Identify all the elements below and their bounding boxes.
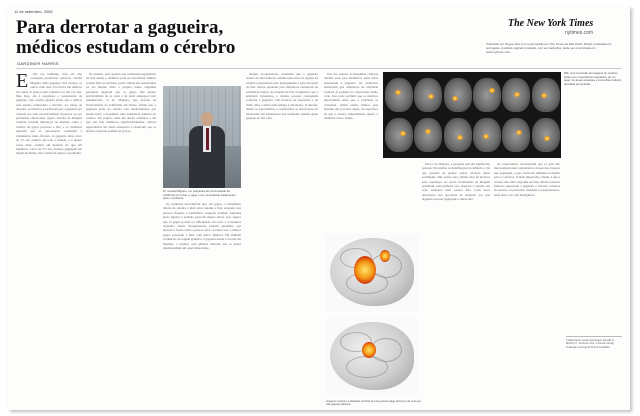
body-column-3 <box>163 202 241 402</box>
brain-scan-slice <box>532 78 560 112</box>
brain-activation <box>354 256 376 284</box>
body-column-2 <box>86 72 156 402</box>
body-column-6 <box>422 162 490 402</box>
brain-scan-strip <box>383 72 561 158</box>
brain-scan-hotspot <box>400 131 406 136</box>
brain-activation <box>362 342 376 358</box>
brain-scan-hotspot <box>541 93 547 98</box>
brain-scan-hotspot <box>457 135 463 140</box>
column-text: Alguns pesquisadores acreditam que a gagueira resulta de uma falha de comunicação entre as regiões do cérebro responsáveis pelo planejamento e pela execução da fala. Outros apontam para diferenças estruturais na substância branca. As terapias de fala continuam a ser o principal tratamento, e muitas pessoas conseguem controlar a gagueira com técnicas de respiração e de ritmo. Mas o alívio nem sempre é duradouro. O desafio, dizem os especialistas, é transformar as descobertas do laboratório em tratamentos que realmente ajudem quem gagueja no dia a dia. <box>246 72 318 121</box>
brain-image-bottom <box>326 318 418 396</box>
column-text: Um dos estudos acompanhou crianças durante anos para identificar quais delas superariam a gagueira. Os resultados mostraram que diferenças na atividade cerebral já podiam ser observadas muito cedo. Isso pode permitir que os médicos intervenham antes que o problema se consolide. Ainda assim, muitos pais hesitam em procurar ajuda, na esperança de que a criança simplesmente supere o distúrbio com o tempo. <box>324 72 378 121</box>
column-text: Os cientistas descobriram que, em gagos, o hemisfério direito do cérebro é mais ativo durante a fala, enquanto nas pessoas fluentes o hemisfério esquerdo domina. Algumas áreas ligadas à audição parecem menos ativas. Isso sugere que os gagos podem ter dificuldade em ouvir a si mesmos enquanto falam. Pesquisadores usaram aparelhos que alteram a forma como a pessoa ouve a própria voz, e muitos gagos passaram a falar com maior fluência. Há também evidências de origem genética: a gagueira tende a ocorrer em famílias, e estudos com gêmeos indicam que os genes desempenham um papel importante. <box>163 202 241 251</box>
column-text: No entanto, para aqueles que continuam gaguejando na vida adulta, o distúrbio pode ser devastador. Muitos evitam falar ao telefone, pedir comida em restaurantes ou até mesmo dizer o próprio nome. Algumas pesquisas sugerem que os gagos têm menos probabilidade de se casar e de obter empregos bem remunerados. O dr. Maguire, que leciona na Universidade da Califórnia em Irvine, afirma que a gagueira pode ser tratada com medicamentos que atuam sobre a dopamina, uma substância química do cérebro. Ele próprio toma um desses remédios e diz que sua fala melhorou significativamente. Outros especialistas são mais cautelosos e observam que os efeitos colaterais podem ser graves. <box>86 72 156 134</box>
brain-strip-caption: RM: uma sucessão de imagens do cérebro, feitas com ressonância magnética, de um gago. As áreas amarelas e vermelhas indicam atividade aumentada. <box>564 71 622 86</box>
column-text: Para o dr. Maguire, a pesquisa tem um significado pessoal. Ele lembra as humilhações da infância e diz que gostaria de poupar outras crianças desse sofrimento. Não existe cura, afirma, mas há motivos para esperança. As novas ferramentas de imagem permitem, pela primeira vez, observar o cérebro em ação enquanto uma pessoa fala. Cada nova descoberta nos aproxima de entender por que algumas pessoas gaguejam e outras não. <box>422 162 490 202</box>
footnote: Colaboraram nesta reportagem Donald G. McNeil Jr., de Nova York, e Denise Grady. Tradução: George El Khouri Andolfato. <box>566 336 622 349</box>
drop-cap: E <box>16 72 29 92</box>
dateline: 11 de setembro, 2006 <box>14 9 53 14</box>
brain-scan-slice <box>502 78 530 112</box>
brain-activation <box>380 250 390 262</box>
body-column-5 <box>324 72 378 222</box>
nyt-url: nytimes.com <box>565 30 594 36</box>
brain-scan-slice <box>473 118 501 152</box>
newspaper-page <box>8 6 630 410</box>
byline: GARDINER HARRIS <box>17 61 59 66</box>
body-column-4 <box>246 72 318 402</box>
column-text: Os especialistas recomendam que os pais não interrompam nem completem as frases das crianças que gaguejam, e que criem um ambiente tranquilo para a conversa. O mais importante, dizem, é que a criança não sinta vergonha de falar. Muitas pessoas famosas superaram a gagueira e tiveram carreiras de sucesso. O problema, insistem os pesquisadores, nada tem a ver com inteligência. <box>494 162 560 197</box>
brain-scan-hotspot <box>425 129 431 134</box>
photo-caption: Dr. Gerald Maguire, um psiquiatra da Universidade da Califórnia em Irvine, é gago e tem pesquisado tratamentos para o problema. <box>163 189 236 200</box>
syndication-notice: Traduzido em língua obra com a permissão por The Times de São Paulo, Brasil, publicada em português. A edição original completa, com as traduções, pode ser encontrada em www.nytimes.com. <box>486 42 612 54</box>
brain-scan-hotspot <box>483 134 489 139</box>
brain-scan-slice <box>414 78 442 112</box>
brain-scan-slice <box>444 78 472 112</box>
brain-image-top <box>326 234 418 312</box>
brain-scan-slice <box>532 118 560 152</box>
headline-line-2: médicos estudam o cérebro <box>16 37 236 58</box>
brain-scan-hotspot <box>514 92 520 97</box>
brain-scan-slice <box>385 78 413 112</box>
photo-tie <box>206 128 209 150</box>
brain-scan-hotspot <box>395 90 401 95</box>
body-column-1 <box>16 72 82 402</box>
brain-scan-hotspot <box>516 130 522 135</box>
brain-scan-hotspot <box>489 88 495 93</box>
portrait-photo <box>163 86 241 188</box>
brain-images-caption: Imagens mostram a atividade cerebral de uma pessoa gaga (acima) e de uma que não gagueja (abaixo). <box>326 400 422 407</box>
body-column-7 <box>494 162 560 402</box>
brain-scan-slice <box>414 118 442 152</box>
brain-scan-slice <box>502 118 530 152</box>
photo-person-head <box>201 112 213 126</box>
brain-fold <box>346 356 388 378</box>
brain-scan-slice <box>473 78 501 112</box>
header-divider <box>16 68 622 69</box>
headline-line-1: Para derrotar a gagueira, <box>16 17 224 38</box>
brain-scan-hotspot <box>428 94 434 99</box>
nyt-logo: The New York Times <box>508 18 594 29</box>
brain-scan-slice <box>444 118 472 152</box>
brain-scan-slice <box>385 118 413 152</box>
brain-scan-hotspot <box>452 96 458 101</box>
column-text: Ele era brilhante, mas ele não conseguia pronunciar palavras. Gerald Maguire tinha gagueira. Em criança, os outros riam dele. Ele ficava em silêncio nas aulas. E passou anos tentando ler em voz alta. Mas hoje, ele é psiquiatra e pesquisador da gagueira. Seu cérebro guarda pistas que a ciência está apenas começando a decifrar. Ao longo de décadas, os médicos acreditaram que a gagueira era causada por pais excessivamente rigorosos ou por problemas emocionais. Agora, estudos de imagem cerebral revelam diferenças na maneira como o cérebro de gagos processa a fala, e os cientistas esperam que as descobertas conduzam a tratamentos mais eficazes. A gagueira afeta cerca de 1% dos adultos em todo o mundo, e é quatro vezes mais comum em homens do que em mulheres. Cerca de 5% das crianças gaguejam em algum momento, mas a maioria supera o problema. <box>16 72 82 156</box>
headline <box>16 18 316 58</box>
brain-scan-hotspot <box>544 136 550 141</box>
